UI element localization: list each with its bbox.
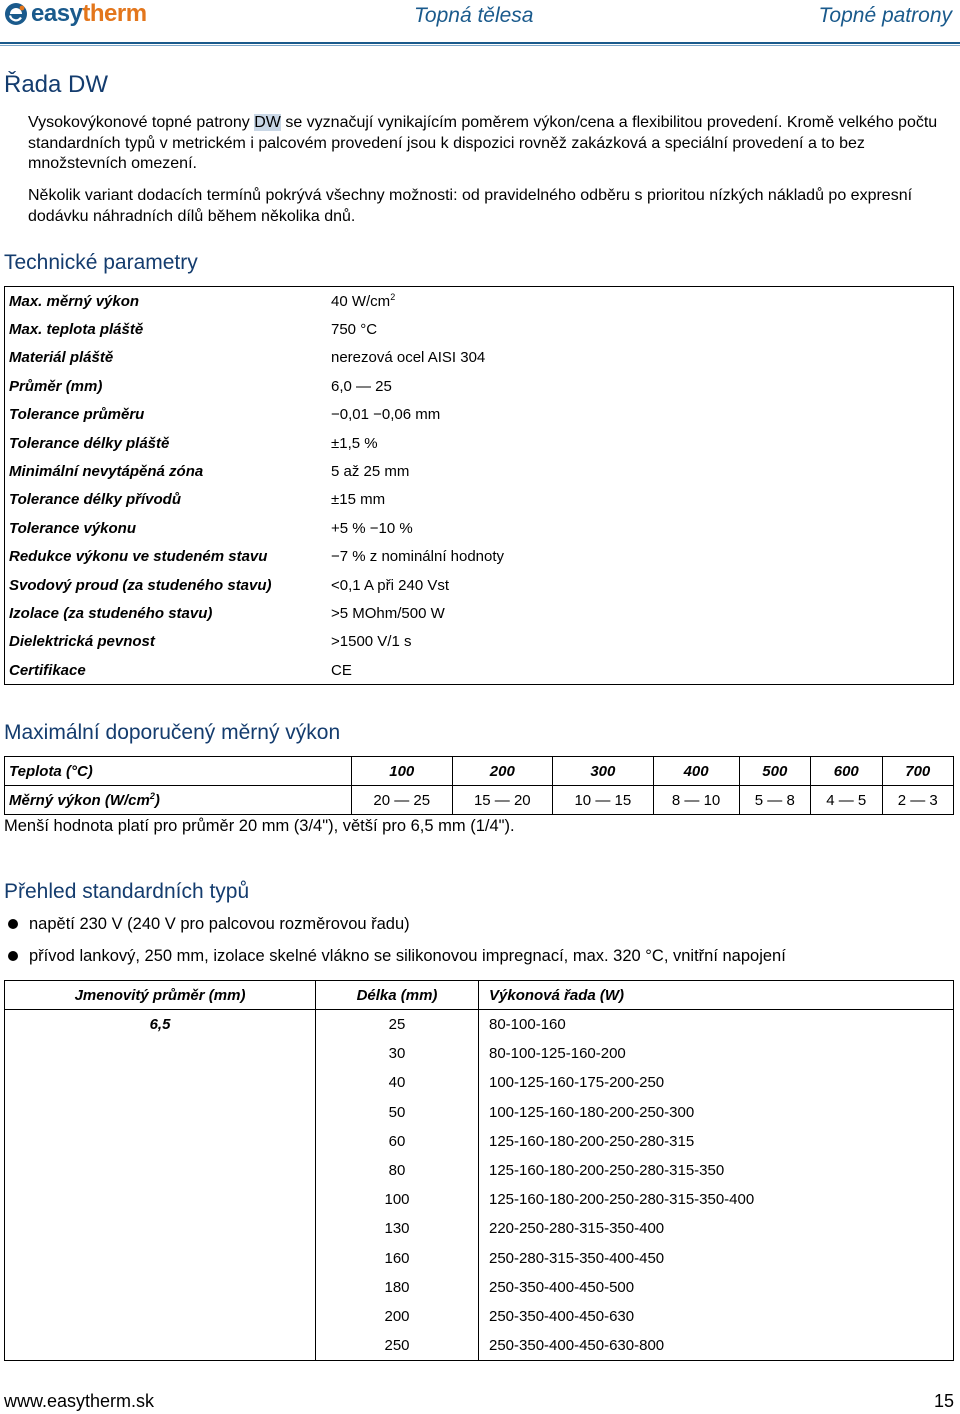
table-row <box>5 1010 954 1040</box>
easytherm-logo <box>4 2 147 26</box>
diameter-cell: 6,5 <box>5 1010 316 1040</box>
logo-easy-text: easy <box>31 0 83 27</box>
param-value <box>327 372 954 400</box>
param-value-text: CE <box>331 661 352 679</box>
param-row <box>5 372 954 400</box>
param-value-text: +5 % −10 % <box>331 519 413 537</box>
param-label: Tolerance délky pláště <box>9 434 170 452</box>
bullet-item <box>8 946 786 966</box>
col-header-power-range: Výkonová řada (W) <box>479 981 954 1010</box>
diameter-cell <box>5 1273 316 1302</box>
param-label: Max. měrný výkon <box>9 292 140 310</box>
param-value-text: ±15 mm <box>331 491 386 509</box>
param-value <box>327 571 954 599</box>
table-row <box>5 1273 954 1302</box>
standard-types-table <box>4 980 954 1361</box>
param-row <box>5 486 954 514</box>
temperature-label: Teplota (°C) <box>5 757 352 786</box>
power-range-cell: 125-160-180-200-250-280-315 <box>479 1127 954 1156</box>
temperature-row <box>5 757 954 786</box>
length-cell: 80 <box>316 1156 479 1185</box>
header-category: Topná tělesa <box>414 4 534 27</box>
temperature-cell: 300 <box>553 757 654 786</box>
temperature-cell: 600 <box>811 757 882 786</box>
table-row <box>5 1039 954 1068</box>
table-row <box>5 1156 954 1185</box>
power-range-cell: 100-125-160-175-200-250 <box>479 1068 954 1097</box>
intro-paragraph-2: Několik variant dodacích termínů pokrývá všechny možnosti: od pravidelného odběru s prioritou nízkých nákladů po expresní dodávku náhradních dílů během několika dnů. <box>28 187 913 225</box>
intro-text-b: se vyznačují vynikajícím poměrem výkon/cena a flexibilitou provedení. Kromě velkého počtu standardních typů v metrickém i palcovém provedení jsou k dispozici rovněž zakázková a speciální provedení a to bez množstevních omezení. <box>28 114 938 172</box>
col-header-length: Délka (mm) <box>316 981 479 1010</box>
footer-url[interactable]: www.easytherm.sk <box>4 1391 155 1411</box>
param-label: Materiál pláště <box>9 349 114 367</box>
param-row <box>5 628 954 656</box>
power-cell: 10 — 15 <box>553 786 654 815</box>
param-label: Max. teplota pláště <box>9 321 144 339</box>
length-cell: 30 <box>316 1039 479 1068</box>
types-header-row <box>5 981 954 1010</box>
diameter-cell <box>5 1039 316 1068</box>
power-row <box>5 786 954 815</box>
power-range-cell: 125-160-180-200-250-280-315-350 <box>479 1156 954 1185</box>
power-range-cell: 250-280-315-350-400-450 <box>479 1244 954 1273</box>
temperature-cell: 100 <box>352 757 453 786</box>
logo-mark-icon <box>4 2 28 26</box>
param-label: Průměr (mm) <box>9 377 103 395</box>
diameter-cell <box>5 1156 316 1185</box>
param-value-text: −7 % z nominální hodnoty <box>331 548 505 566</box>
param-value <box>327 401 954 429</box>
max-power-heading: Maximální doporučený měrný výkon <box>4 721 341 744</box>
param-row <box>5 429 954 457</box>
bullet-icon <box>8 919 18 929</box>
length-cell: 40 <box>316 1068 479 1097</box>
power-range-cell: 80-100-125-160-200 <box>479 1039 954 1068</box>
overview-heading: Přehled standardních typů <box>4 880 250 903</box>
temperature-cell: 500 <box>739 757 810 786</box>
max-power-note: Menší hodnota platí pro průměr 20 mm (3/4"), větší pro 6,5 mm (1/4"). <box>4 817 515 835</box>
power-label-sup: 2 <box>149 791 155 801</box>
diameter-cell <box>5 1302 316 1331</box>
param-value <box>327 543 954 571</box>
power-cell: 4 — 5 <box>811 786 882 815</box>
product-code-highlight: DW <box>254 114 281 131</box>
intro-paragraph-1 <box>28 113 956 175</box>
param-value-text: >5 MOhm/500 W <box>331 604 445 622</box>
table-row <box>5 1244 954 1273</box>
power-range-cell: 250-350-400-450-630-800 <box>479 1331 954 1361</box>
temperature-cell: 200 <box>452 757 553 786</box>
length-cell: 250 <box>316 1331 479 1361</box>
param-row <box>5 656 954 685</box>
param-value <box>327 599 954 627</box>
table-row <box>5 1331 954 1361</box>
param-row <box>5 514 954 542</box>
param-value <box>327 628 954 656</box>
header-divider <box>0 42 960 44</box>
col-header-diameter: Jmenovitý průměr (mm) <box>5 981 316 1010</box>
param-row <box>5 287 954 316</box>
header-subcategory: Topné patrony <box>818 4 952 27</box>
logo-wordmark <box>31 2 147 26</box>
param-value <box>327 429 954 457</box>
power-cell: 8 — 10 <box>653 786 739 815</box>
table-row <box>5 1127 954 1156</box>
power-range-cell: 250-350-400-450-500 <box>479 1273 954 1302</box>
table-row <box>5 1214 954 1243</box>
bullet-text: přívod lankový, 250 mm, izolace skelné vlákno se silikonovou impregnací, max. 320 °C, vnitřní napojení <box>29 947 786 965</box>
overview-bullets <box>8 914 786 978</box>
page-number: 15 <box>933 1391 954 1411</box>
param-value <box>327 656 954 685</box>
length-cell: 180 <box>316 1273 479 1302</box>
param-value <box>327 514 954 542</box>
param-label: Tolerance průměru <box>9 406 145 424</box>
temperature-cell: 400 <box>653 757 739 786</box>
power-range-cell: 125-160-180-200-250-280-315-350-400 <box>479 1185 954 1214</box>
intro-text-a: Vysokovýkonové topné patrony <box>28 114 255 131</box>
param-row <box>5 457 954 485</box>
table-row <box>5 1068 954 1097</box>
param-label: Izolace (za studeného stavu) <box>9 604 213 622</box>
power-cell: 2 — 3 <box>882 786 954 815</box>
param-row <box>5 401 954 429</box>
diameter-cell <box>5 1185 316 1214</box>
param-value <box>327 457 954 485</box>
tech-params-table <box>4 286 954 685</box>
param-value-text: 6,0 — 25 <box>331 377 392 395</box>
param-row <box>5 543 954 571</box>
diameter-cell <box>5 1098 316 1127</box>
diameter-cell <box>5 1331 316 1361</box>
diameter-cell <box>5 1244 316 1273</box>
param-value-text: <0,1 A při 240 Vst <box>331 576 450 594</box>
length-cell: 100 <box>316 1185 479 1214</box>
param-row <box>5 315 954 343</box>
param-value <box>327 344 954 372</box>
table-row <box>5 1098 954 1127</box>
param-value-text: 5 až 25 mm <box>331 463 410 481</box>
param-value <box>327 315 954 343</box>
param-row <box>5 344 954 372</box>
param-label: Tolerance délky přívodů <box>9 491 181 509</box>
tech-params-heading: Technické parametry <box>4 251 198 274</box>
param-value-sup: 2 <box>390 292 396 303</box>
length-cell: 25 <box>316 1010 479 1040</box>
param-value-text: nerezová ocel AISI 304 <box>331 349 486 367</box>
max-power-table <box>4 756 954 815</box>
page-header <box>0 0 960 40</box>
param-label: Certifikace <box>9 661 86 679</box>
table-row <box>5 1302 954 1331</box>
bullet-text: napětí 230 V (240 V pro palcovou rozměrovou řadu) <box>29 915 410 933</box>
param-value-text: ±1,5 % <box>331 434 378 452</box>
power-cell: 5 — 8 <box>739 786 810 815</box>
length-cell: 130 <box>316 1214 479 1243</box>
length-cell: 160 <box>316 1244 479 1273</box>
param-value <box>327 287 954 316</box>
bullet-item <box>8 914 786 934</box>
power-label <box>5 786 352 815</box>
temperature-cell: 700 <box>882 757 954 786</box>
param-label: Tolerance výkonu <box>9 519 136 537</box>
diameter-cell <box>5 1214 316 1243</box>
power-cell: 15 — 20 <box>452 786 553 815</box>
param-value-text: >1500 V/1 s <box>331 633 412 651</box>
param-value-text: 750 °C <box>331 321 378 339</box>
series-title: Řada DW <box>4 71 109 98</box>
header-divider-thin <box>0 45 960 46</box>
param-value-text: 40 W/cm <box>331 293 391 311</box>
param-label: Dielektrická pevnost <box>9 633 155 651</box>
param-value <box>327 486 954 514</box>
length-cell: 200 <box>316 1302 479 1331</box>
param-row <box>5 599 954 627</box>
bullet-icon <box>8 951 18 961</box>
power-range-cell: 100-125-160-180-200-250-300 <box>479 1098 954 1127</box>
diameter-cell <box>5 1068 316 1097</box>
param-value-text: −0,01 −0,06 mm <box>331 406 441 424</box>
param-row <box>5 571 954 599</box>
logo-therm-text: therm <box>82 0 147 27</box>
param-label: Redukce výkonu ve studeném stavu <box>9 548 268 566</box>
table-row <box>5 1185 954 1214</box>
diameter-cell <box>5 1127 316 1156</box>
power-label-end: ) <box>154 792 160 809</box>
length-cell: 60 <box>316 1127 479 1156</box>
param-label: Svodový proud (za studeného stavu) <box>9 576 272 594</box>
length-cell: 50 <box>316 1098 479 1127</box>
power-cell: 20 — 25 <box>352 786 453 815</box>
power-range-cell: 80-100-160 <box>479 1010 954 1040</box>
power-range-cell: 250-350-400-450-630 <box>479 1302 954 1331</box>
param-label: Minimální nevytápěná zóna <box>9 463 204 481</box>
power-label-text: Měrný výkon (W/cm <box>9 792 150 809</box>
power-range-cell: 220-250-280-315-350-400 <box>479 1214 954 1243</box>
